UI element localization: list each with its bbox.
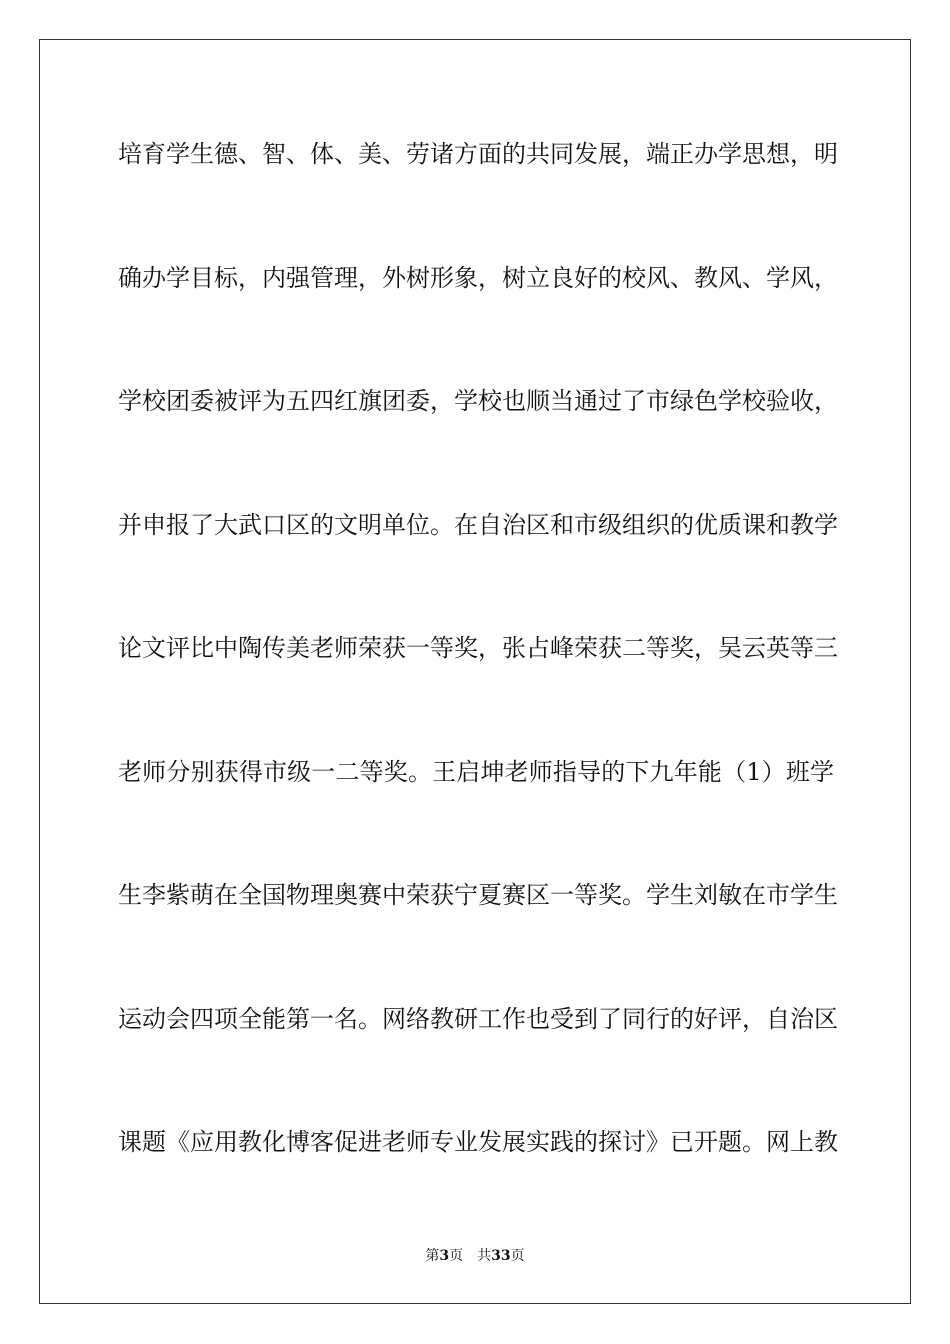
page-prefix: 第 — [425, 1248, 440, 1264]
text-line: 老师分别获得市级一二等奖。王启坤老师指导的下九年能（1）班学 — [118, 757, 834, 786]
body-text — [118, 124, 838, 1236]
total-suffix: 页 — [510, 1248, 525, 1264]
total-pages: 33 — [491, 1248, 511, 1264]
text-line: 培育学生德、智、体、美、劳诸方面的共同发展，端正办学思想，明 — [118, 140, 838, 168]
text-line: 论文评比中陶传美老师荣获一等奖，张占峰荣获二等奖，吴云英等三 — [118, 634, 838, 662]
text-line: 并申报了大武口区的文明单位。在自治区和市级组织的优质课和教学 — [118, 510, 838, 539]
total-prefix: 共 — [477, 1248, 492, 1264]
page-suffix: 页 — [449, 1248, 464, 1264]
text-line: 确办学目标，内强管理，外树形象，树立良好的校风、教风、学风， — [118, 263, 838, 292]
text-line: 学校团委被评为五四红旗团委，学校也顺当通过了市绿色学校验收， — [118, 387, 838, 415]
text-line: 运动会四项全能第一名。网络教研工作也受到了同行的好评，自治区 — [118, 1004, 838, 1033]
text-line: 生李紫萌在全国物理奥赛中荣获宁夏赛区一等奖。学生刘敏在市学生 — [118, 881, 838, 909]
page-number: 3 — [439, 1248, 450, 1264]
page-footer — [0, 1246, 950, 1266]
text-line: 课题《应用教化博客促进老师专业发展实践的探讨》已开题。网上教 — [118, 1128, 838, 1156]
